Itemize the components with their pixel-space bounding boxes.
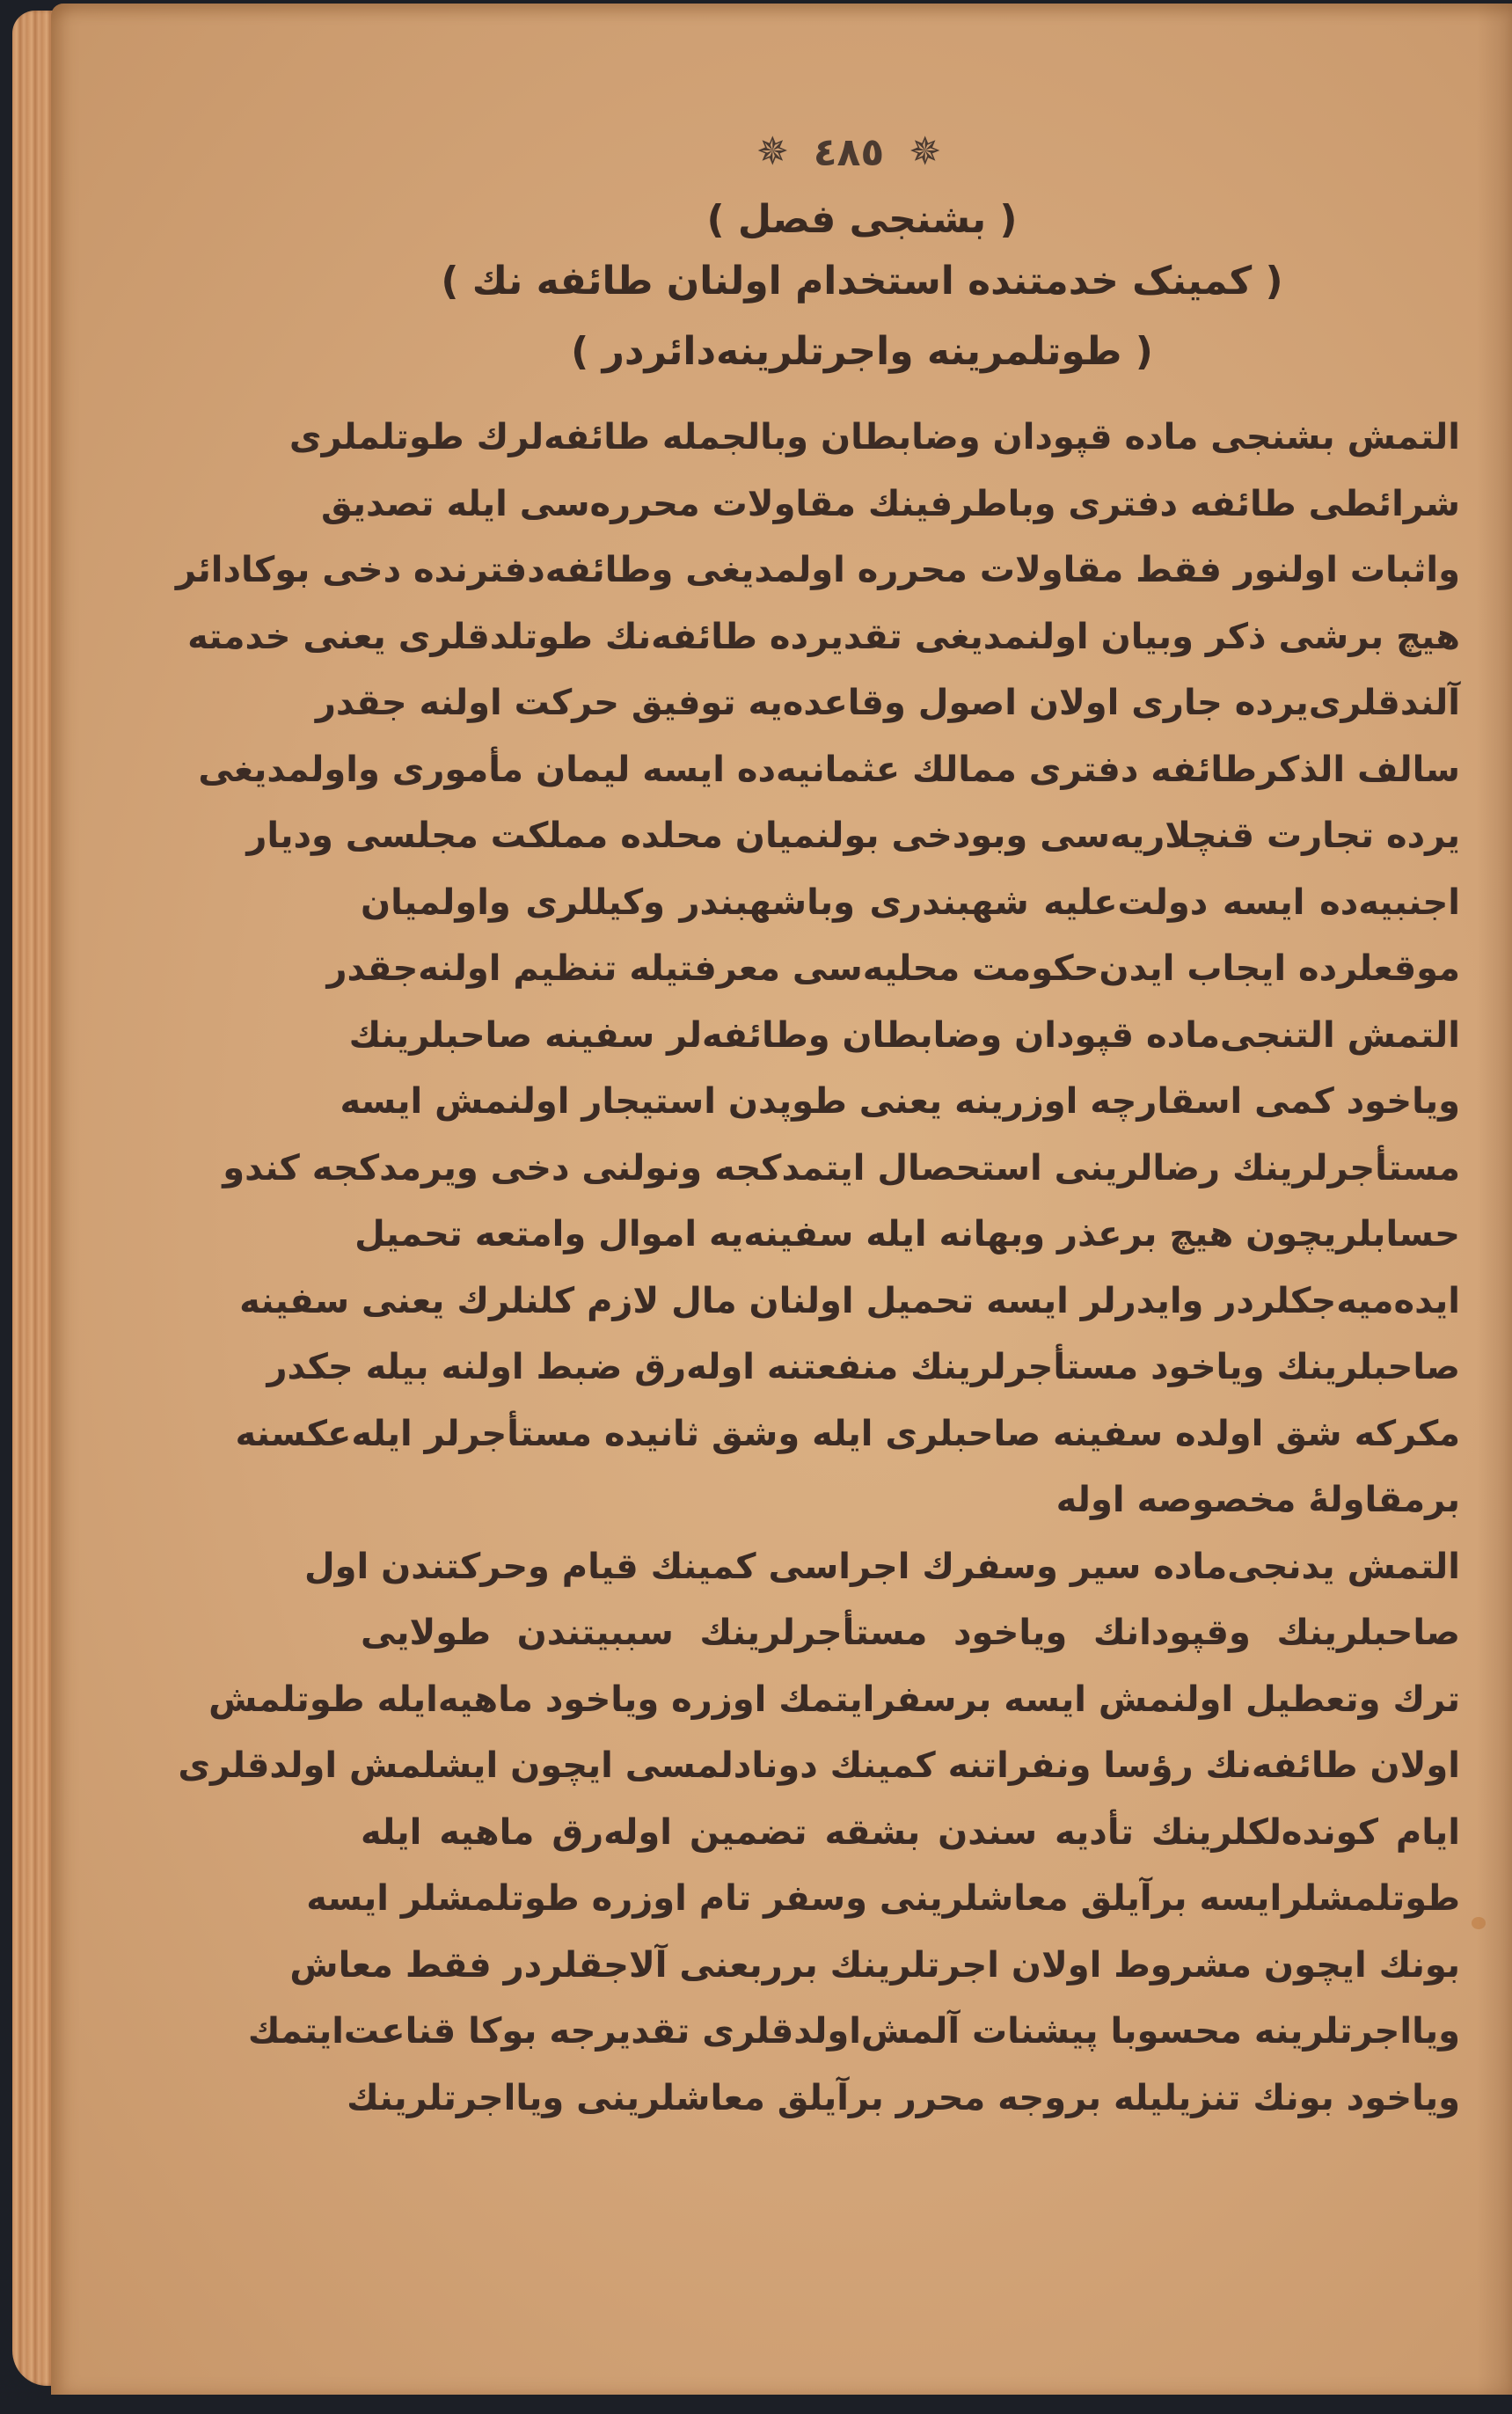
text-line: مکرکه شق اولده سفینه صاحبلری ایله وشق ثانیده مستأجرلر ایله‌عکسنه [235,1413,1460,1454]
body-text [175,405,1460,2132]
text-line: ویااجرتلرینه محسوبا پیشنات آلمش‌اولدقلری تقدیرجه بوكا قناعت‌ایتمك [247,2011,1460,2052]
text-line: شرائطی طائفه دفتری وباطرفینك مقاولات محررەسی ایله تصدیق [320,483,1460,524]
page-number-header [237,113,1460,192]
text-line: بونك ایچون مشروط اولان اجرتلرینك برربعنی آلاجقلردر فقط معاش [289,1944,1460,1986]
page-number: ٤٨٥ [813,129,885,175]
page-content [175,113,1460,2132]
text-line: التمش بشنجی ماده قپودان وضابطان وبالجمله طائفه‌لرك طوتلملری [289,417,1460,457]
text-line: یرده تجارت قنچلاریه‌سی وبودخی بولنمیان محلده مملکت مجلسی ودیار [246,816,1460,856]
text-line: مستأجرلرینك رضالرینی استحصال ایتمدکجه ونولنی دخی ویرمدکجه کندو [223,1147,1460,1189]
chapter-title: ( بشنجی فصل ) [706,197,1018,242]
ornament-star-icon: ✵ [909,129,942,174]
text-line: آلندقلری‌یرده جاری اولان اصول وقاعده‌یه توفیق حرکت اولنه جقدر [315,683,1460,723]
text-line: صاحبلرینك ویاخود مستأجرلرینك منفعتنه اوله‌رق ضبط اولنه بیله جکدر [267,1347,1460,1387]
chapter-subtitle-2: ( طوتلمرینه واجرتلرینه‌دائردر ) [571,329,1153,374]
text-line: طوتلمشلرایسه برآیلق معاشلرینی وسفر تام اوزره طوتلمشلر ایسه [306,1878,1460,1919]
text-line: برمقاولهٔ مخصوصه اوله [1055,1480,1460,1520]
text-line: اجنبیه‌ده ایسه دولت‌علیه شهبندری وباشهبندر وکیللری واولمیان [361,881,1460,923]
text-line: اولان طائفه‌نك رؤسا ونفراتنه کمینك دونادلمسی ایچون ایشلمش اولدقلری [178,1745,1460,1786]
text-line: هیچ برشی ذکر وبیان اولنمدیغی تقدیرده طائفه‌نك طوتلدقلری یعنی خدمته [187,616,1460,657]
text-line: التمش التنجی‌ماده قپودان وضابطان وطائفه‌لر سفینه صاحبلرینك [348,1014,1460,1056]
text-line: حسابلریچون هیچ برعذر وبهانه ایله سفینه‌یه اموال وامتعه تحمیل [354,1214,1460,1255]
chapter-subtitle-1: ( کمینک خدمتنده استخدام اولنان طائفه نك ) [441,259,1283,304]
text-line: واثبات اولنور فقط مقاولات محررە اولمدیغی وطائفه‌دفترنده دخی بوكادائر [175,550,1460,590]
text-line: التمش یدنجی‌ماده سیر وسفرك اجراسی کمینك قیام وحرکتندن اول [303,1546,1460,1587]
text-line: سالف الذکرطائفه دفتری ممالك عثمانیه‌ده ایسه لیمان مأموری واولمدیغی [198,749,1460,790]
text-line: ویاخود کمی اسقارچه اوزرینه یعنی طوپدن استیجار اولنمش ایسه [340,1081,1460,1122]
ornament-star-icon: ✵ [756,129,789,174]
text-line: ویاخود بونك تنزیلیله بروجه محرر برآیلق معاشلرینی ویااجرتلرینك [347,2077,1460,2118]
text-line: صاحبلرینك وقپودانك ویاخود مستأجرلرینك سببیتندن طولایی [361,1613,1460,1653]
text-line: ایام کونده‌لکلرینك تأدیه سندن بشقه تضمین اوله‌رق ماهیه ایله [361,1811,1460,1853]
text-line: ترك وتعطیل اولنمش ایسه برسفرایتمك اوزره ویاخود ماهیه‌ایله طوتلمش [208,1679,1460,1720]
paper-stain [1472,1917,1486,1929]
text-line: ایده‌میه‌جکلردر وایدرلر ایسه تحمیل اولنان مال لازم کلنلرك یعنی سفینه [239,1280,1460,1321]
text-line: موقعلرده ایجاب ایدن‌حکومت محلیه‌سی معرفتیله تنظیم اولنه‌جقدر [326,948,1460,989]
